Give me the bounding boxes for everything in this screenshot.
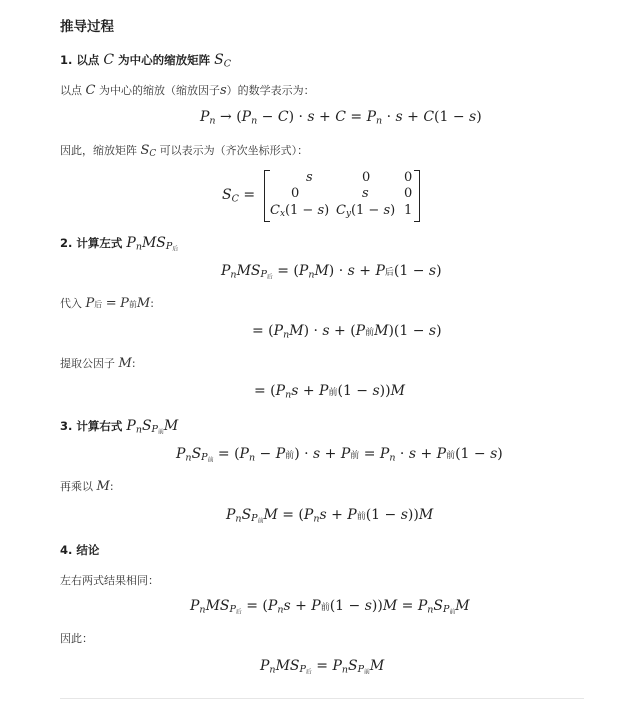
section-1-heading: 1. 以点 C 为中心的缩放矩阵 $S_C$ <box>60 52 232 70</box>
matrix-lhs: $S_C$ = <box>222 187 256 205</box>
matrix-cell: $C_x(1 - s)$ <box>270 203 330 220</box>
equation-conclusion-2: $P_nMS_{P_后} = P_nS_{P_前}M$ <box>260 658 385 676</box>
matrix-cell: 0 <box>291 186 300 201</box>
section-2-substitute: 代入 P后 = P前M: <box>60 296 154 311</box>
section-4-same: 左右两式结果相同： <box>60 574 159 587</box>
section-1-intro: 以点 C 为中心的缩放（缩放因子s）的数学表示为： <box>60 83 315 98</box>
section-4-heading: 4. 结论 <box>60 543 100 557</box>
matrix-right-bracket <box>414 170 420 222</box>
matrix-cell: s <box>306 170 313 185</box>
equation-left-3: = ($P_ns + P$前(1 − s))M <box>254 383 405 401</box>
section-1-after: 因此，缩放矩阵 $S_C$ 可以表示为（齐次坐标形式）： <box>60 143 309 160</box>
matrix-cell: 0 <box>404 170 413 185</box>
section-2-heading: 2. 计算左式 $P_nMS_{P_后}$ <box>60 235 179 253</box>
bottom-divider <box>60 698 584 699</box>
section-4-hence: 因此： <box>60 632 93 645</box>
matrix-cell: 0 <box>362 170 371 185</box>
matrix-cell: $C_y(1 - s)$ <box>336 203 396 220</box>
section-3-multiply: 再乘以 M: <box>60 479 114 494</box>
equation-left-2: = $(P_nM) \cdot s + (P$前M)(1 − s) <box>252 323 442 341</box>
page-title: 推导过程 <box>60 19 114 35</box>
equation-conclusion-1: $P_nMS_{P_后} = (P_ns + P$前$(1 - s))M = P_nS_{P_前}M$ <box>190 598 470 616</box>
matrix-cell: s <box>362 186 369 201</box>
matrix-cell: 1 <box>404 203 413 218</box>
matrix-cell: 0 <box>404 186 413 201</box>
equation-right-1: $P_nS_{P_前} = (P_n - P$前) · s + P前 = $P_n \cdot s + P$前(1 − s) <box>176 446 503 464</box>
equation-right-2: $P_nS_{P_前}M = (P_ns + P$前(1 − s))M <box>226 507 434 525</box>
equation-scale-point: $P_n \to (P_n - C) \cdot s + C = P_n \cdot s + C(1 - s)$ <box>200 109 482 127</box>
section-2-extract: 提取公因子 M: <box>60 356 136 371</box>
equation-left-1: $P_nMS_{P_后} = (P_nM) \cdot s + P$后(1 − s) <box>221 263 442 281</box>
scale-matrix <box>264 170 420 220</box>
section-3-heading: 3. 计算右式 $P_nS_{P_前}M$ <box>60 418 179 436</box>
